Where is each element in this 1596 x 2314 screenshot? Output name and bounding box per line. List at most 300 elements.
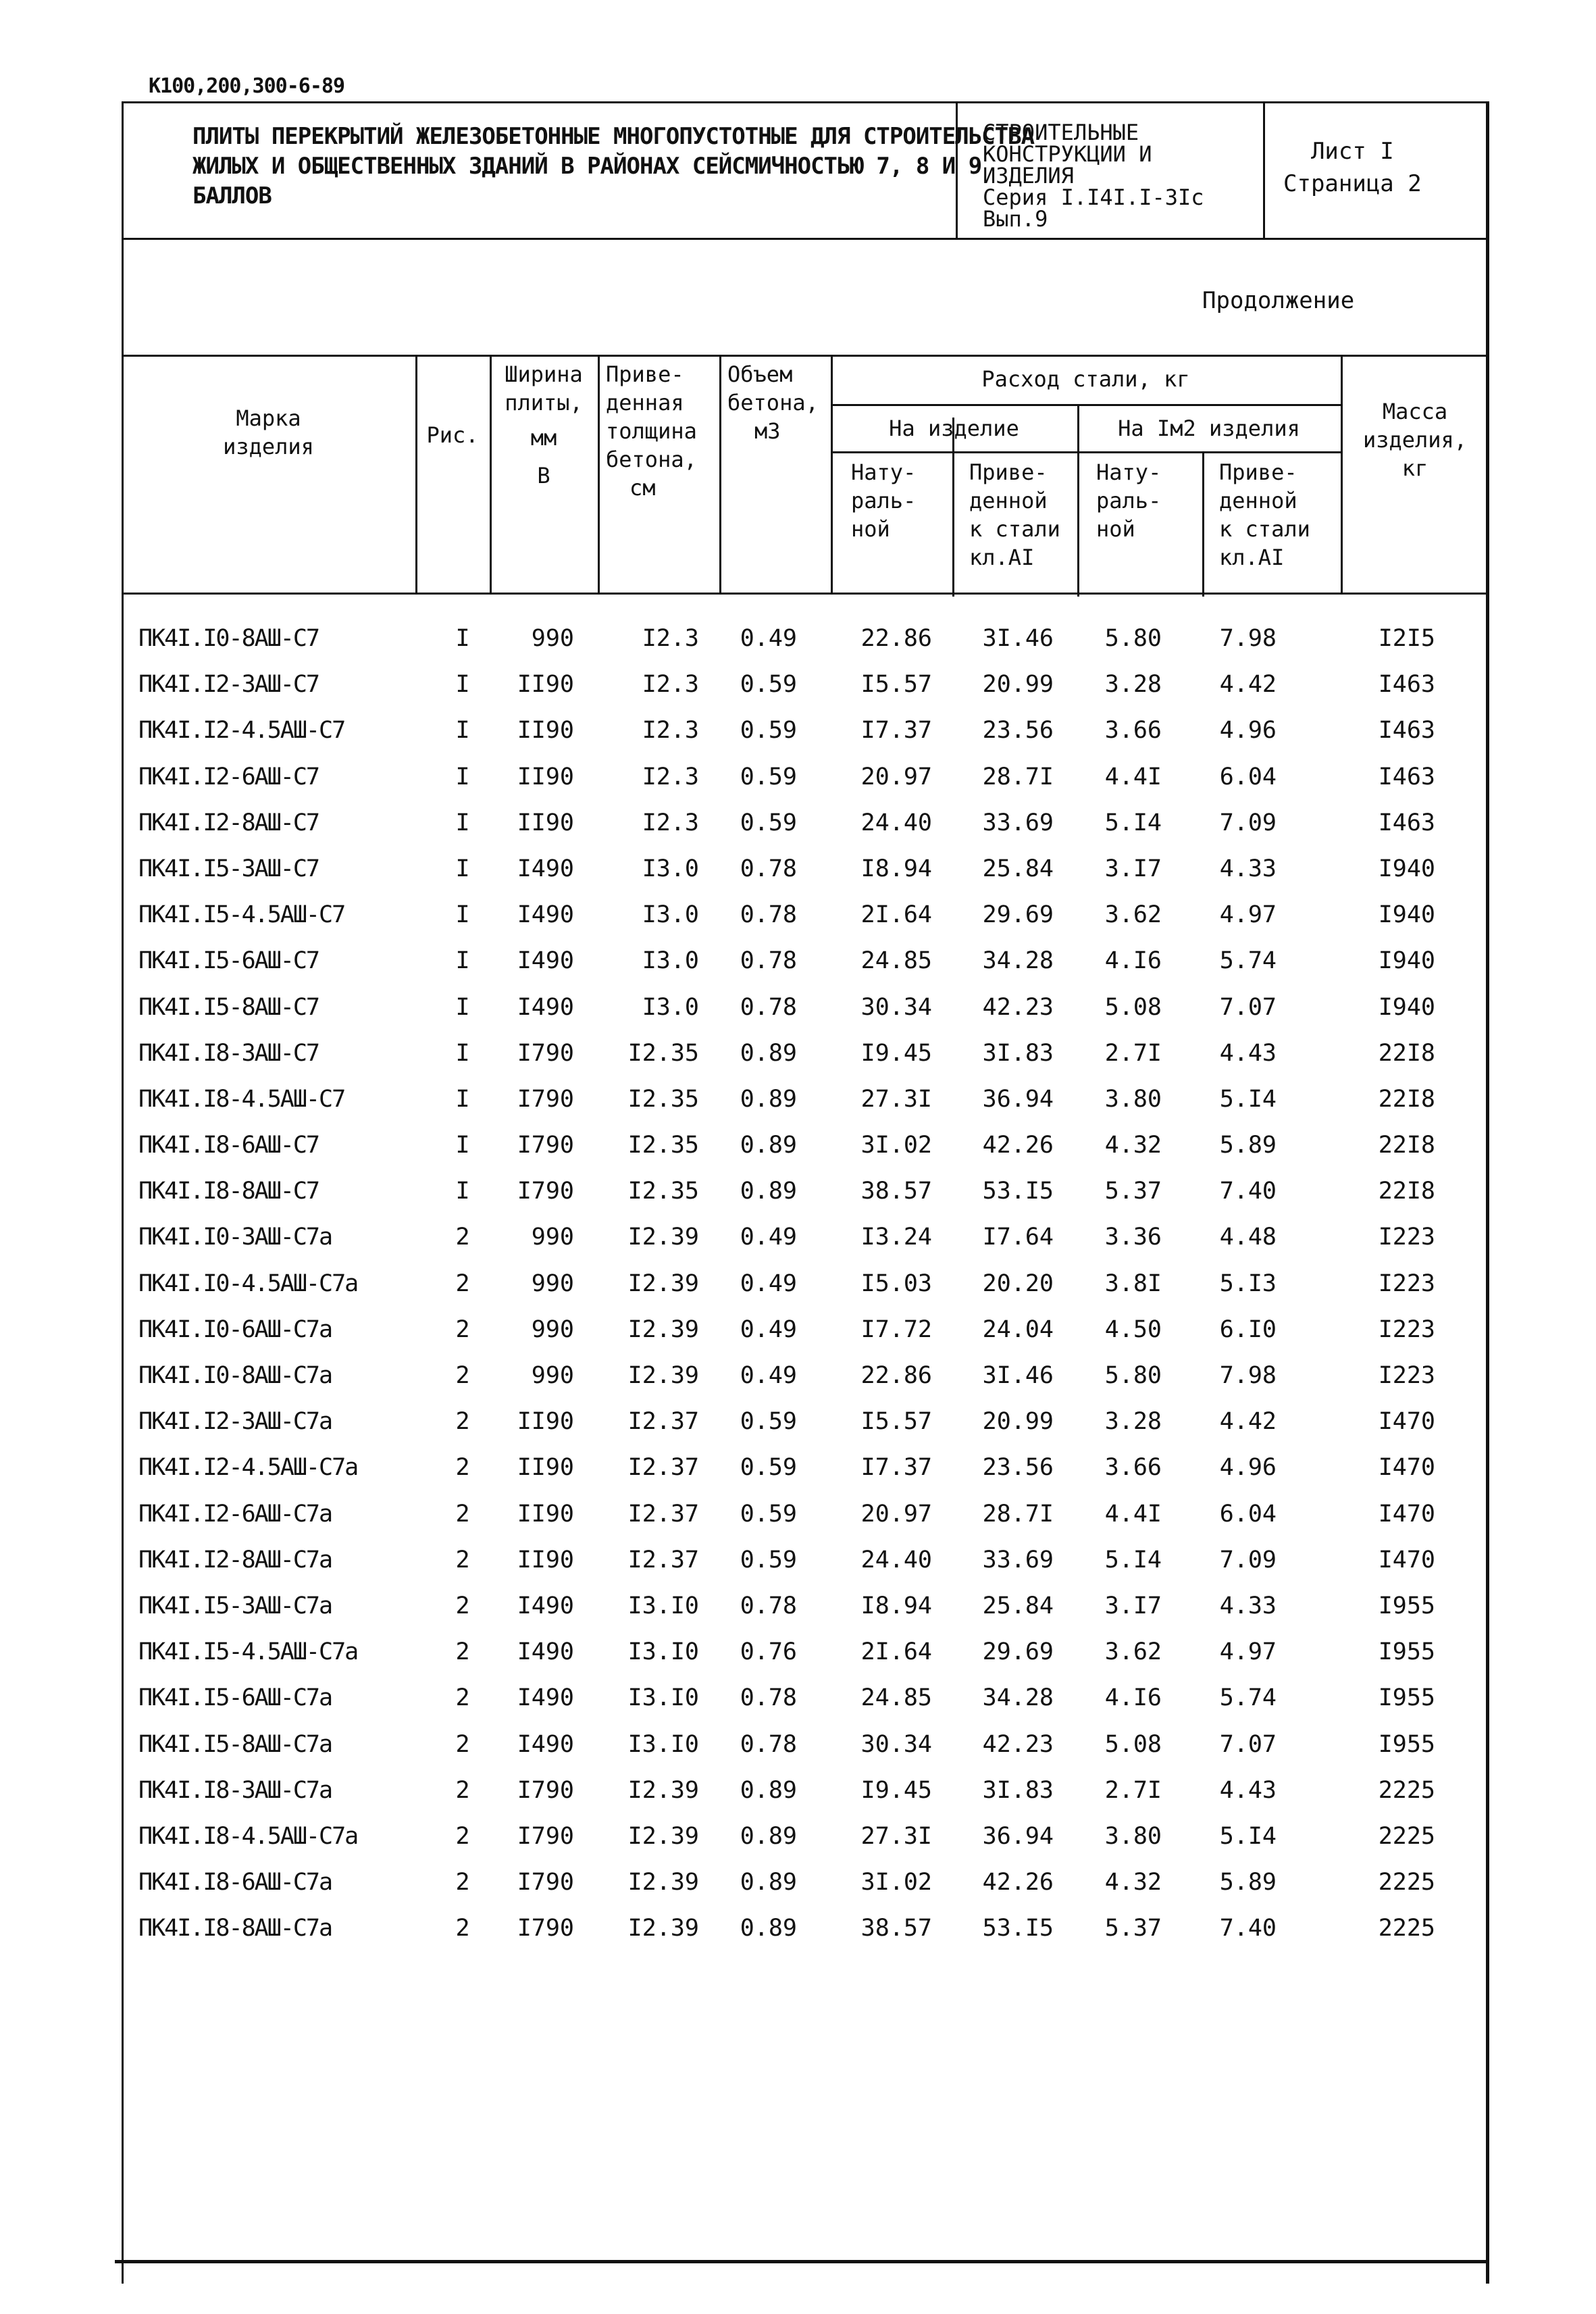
steel-m2-reduced: 4.96 — [1219, 717, 1277, 745]
table-row — [122, 1501, 1489, 1546]
table-row — [122, 763, 1489, 809]
product-mark: ПК4I.I2-4.5АШ-С7 — [138, 717, 345, 745]
table-row — [122, 901, 1489, 947]
concrete-volume: 0.89 — [740, 1132, 797, 1159]
steel-item-reduced: 53.I5 — [982, 1178, 1054, 1205]
figure-number: I — [455, 1178, 470, 1205]
table-row — [122, 625, 1489, 671]
steel-item-natural: 38.57 — [860, 1178, 932, 1205]
concrete-volume: 0.78 — [740, 947, 797, 975]
steel-m2-natural: 2.7I — [1104, 1039, 1162, 1067]
steel-m2-natural: 5.I4 — [1104, 1546, 1162, 1574]
plate-width: II90 — [517, 763, 574, 790]
plate-width: I790 — [517, 1132, 574, 1159]
steel-m2-natural: 3.80 — [1104, 1822, 1162, 1850]
plate-width: 990 — [531, 625, 574, 652]
plate-width: I490 — [517, 1592, 574, 1619]
steel-m2-reduced: 5.74 — [1219, 1684, 1277, 1712]
table-row — [122, 809, 1489, 855]
steel-item-reduced: 33.69 — [982, 1546, 1054, 1574]
figure-number: 2 — [455, 1362, 470, 1389]
figure-number: 2 — [455, 1546, 470, 1574]
reduced-thickness: I2.3 — [642, 625, 699, 652]
product-mark: ПК4I.I8-8АШ-С7а — [138, 1915, 332, 1942]
steel-item-natural: 3I.02 — [860, 1132, 932, 1159]
table-row — [122, 1777, 1489, 1823]
plate-width: I790 — [517, 1869, 574, 1896]
concrete-volume: 0.89 — [740, 1915, 797, 1942]
bottom-border — [115, 2260, 1489, 2263]
product-mass: I223 — [1378, 1224, 1435, 1251]
figure-number: I — [455, 855, 470, 882]
table-row — [122, 1178, 1489, 1224]
table-row — [122, 1915, 1489, 1961]
issue-number: Вып.9 — [983, 206, 1048, 232]
steel-m2-natural: 5.08 — [1104, 993, 1162, 1021]
steel-m2-reduced: 4.97 — [1219, 901, 1277, 929]
table-row — [122, 1546, 1489, 1592]
plate-width: I790 — [517, 1085, 574, 1113]
plate-width: I490 — [517, 1638, 574, 1666]
steel-item-reduced: 36.94 — [982, 1085, 1054, 1113]
steel-item-reduced: 20.20 — [982, 1269, 1054, 1297]
steel-item-reduced: 20.99 — [982, 671, 1054, 699]
product-mark: ПК4I.I5-3АШ-С7а — [138, 1592, 332, 1619]
header-divider — [415, 357, 417, 593]
steel-m2-reduced: 7.07 — [1219, 993, 1277, 1021]
reduced-thickness: I2.35 — [627, 1039, 699, 1067]
plate-width: I790 — [517, 1039, 574, 1067]
header-mass: Масса изделия, кг — [1362, 399, 1468, 481]
figure-number: I — [455, 1085, 470, 1113]
product-mass: I463 — [1378, 671, 1435, 699]
product-mark: ПК4I.I8-8АШ-С7 — [138, 1178, 319, 1205]
concrete-volume: 0.59 — [740, 763, 797, 790]
reduced-thickness: I3.I0 — [627, 1730, 699, 1758]
plate-width: II90 — [517, 1546, 574, 1574]
steel-m2-reduced: 5.I3 — [1219, 1269, 1277, 1297]
steel-m2-natural: 2.7I — [1104, 1776, 1162, 1804]
steel-m2-reduced: 5.74 — [1219, 947, 1277, 975]
table-row — [122, 1592, 1489, 1638]
steel-m2-reduced: 6.I0 — [1219, 1315, 1277, 1343]
reduced-thickness: I2.37 — [627, 1546, 699, 1574]
product-mark: ПК4I.I5-6АШ-С7а — [138, 1684, 332, 1712]
steel-item-natural: 24.85 — [860, 947, 932, 975]
reduced-thickness: I2.39 — [627, 1869, 699, 1896]
figure-number: 2 — [455, 1638, 470, 1666]
header-rule — [831, 404, 1341, 406]
series-info — [983, 122, 1266, 230]
product-mark: ПК4I.I0-4.5АШ-С7а — [138, 1269, 358, 1297]
product-mark: ПК4I.I5-8АШ-С7а — [138, 1730, 332, 1758]
steel-m2-reduced: 7.98 — [1219, 1362, 1277, 1389]
header-natural-m2: Нату- раль- ной — [1096, 459, 1162, 542]
table-row — [122, 947, 1489, 993]
plate-width: II90 — [517, 1408, 574, 1436]
header-volume: Объем бетона, м3 — [727, 361, 819, 444]
steel-m2-reduced: 4.43 — [1219, 1776, 1277, 1804]
plate-width: I790 — [517, 1178, 574, 1205]
product-mass: I223 — [1378, 1315, 1435, 1343]
steel-item-natural: 2I.64 — [860, 901, 932, 929]
table-row — [122, 1638, 1489, 1684]
steel-item-natural: 24.85 — [860, 1684, 932, 1712]
steel-item-natural: 24.40 — [860, 809, 932, 836]
concrete-volume: 0.78 — [740, 993, 797, 1021]
product-mass: 22I8 — [1378, 1178, 1435, 1205]
steel-m2-natural: 5.37 — [1104, 1915, 1162, 1942]
steel-item-natural: 20.97 — [860, 1500, 932, 1528]
steel-item-natural: 2I.64 — [860, 1638, 932, 1666]
product-mass: I955 — [1378, 1638, 1435, 1666]
steel-item-natural: I5.57 — [860, 671, 932, 699]
concrete-volume: 0.78 — [740, 855, 797, 882]
steel-item-reduced: 28.7I — [982, 1500, 1054, 1528]
product-mark: ПК4I.I5-4.5АШ-С7 — [138, 901, 345, 929]
product-mass: 2225 — [1378, 1915, 1435, 1942]
steel-m2-natural: 4.4I — [1104, 763, 1162, 790]
plate-width: I490 — [517, 947, 574, 975]
reduced-thickness: I2.39 — [627, 1915, 699, 1942]
steel-m2-natural: 4.32 — [1104, 1132, 1162, 1159]
steel-item-reduced: 3I.46 — [982, 1362, 1054, 1389]
steel-item-natural: 27.3I — [860, 1085, 932, 1113]
plate-width: I490 — [517, 993, 574, 1021]
steel-m2-natural: 4.32 — [1104, 1869, 1162, 1896]
concrete-volume: 0.78 — [740, 1684, 797, 1712]
steel-item-natural: I8.94 — [860, 855, 932, 882]
table-row — [122, 994, 1489, 1040]
steel-m2-reduced: 6.04 — [1219, 763, 1277, 790]
product-mass: I2I5 — [1378, 625, 1435, 652]
product-mass: 22I8 — [1378, 1039, 1435, 1067]
steel-item-natural: 27.3I — [860, 1822, 932, 1850]
concrete-volume: 0.76 — [740, 1638, 797, 1666]
figure-number: 2 — [455, 1500, 470, 1528]
steel-item-natural: I7.37 — [860, 717, 932, 745]
figure-number: 2 — [455, 1776, 470, 1804]
product-mark: ПК4I.I5-8АШ-С7 — [138, 993, 319, 1021]
reduced-thickness: I2.3 — [642, 809, 699, 836]
product-mass: I940 — [1378, 993, 1435, 1021]
product-mark: ПК4I.I5-3АШ-С7 — [138, 855, 319, 882]
steel-item-natural: 20.97 — [860, 763, 932, 790]
figure-number: I — [455, 671, 470, 699]
reduced-thickness: I2.39 — [627, 1224, 699, 1251]
table-row — [122, 717, 1489, 763]
steel-m2-reduced: 5.I4 — [1219, 1822, 1277, 1850]
product-mass: I463 — [1378, 809, 1435, 836]
reduced-thickness: I3.I0 — [627, 1638, 699, 1666]
concrete-volume: 0.59 — [740, 1408, 797, 1436]
steel-m2-reduced: 5.89 — [1219, 1132, 1277, 1159]
concrete-volume: 0.49 — [740, 1224, 797, 1251]
table-row — [122, 1823, 1489, 1869]
figure-number: 2 — [455, 1408, 470, 1436]
steel-m2-natural: 5.08 — [1104, 1730, 1162, 1758]
product-mass: I463 — [1378, 717, 1435, 745]
header-per-m2: На Iм2 изделия — [1118, 416, 1300, 441]
reduced-thickness: I3.I0 — [627, 1684, 699, 1712]
figure-number: I — [455, 809, 470, 836]
product-mark: ПК4I.I2-4.5АШ-С7а — [138, 1454, 358, 1482]
steel-item-natural: 22.86 — [860, 625, 932, 652]
figure-number: I — [455, 993, 470, 1021]
plate-width: I490 — [517, 1684, 574, 1712]
steel-m2-reduced: 7.07 — [1219, 1730, 1277, 1758]
reduced-thickness: I2.3 — [642, 763, 699, 790]
figure-number: 2 — [455, 1730, 470, 1758]
header-natural: Нату- раль- ной — [851, 459, 917, 542]
document-title: ПЛИТЫ ПЕРЕКРЫТИЙ ЖЕЛЕЗОБЕТОННЫЕ МНОГОПУСТОТНЫЕ ДЛЯ СТРОИТЕЛЬСТВА ЖИЛЫХ И ОБЩЕСТВЕННЫХ ЗДАНИЙ В РАЙОНАХ СЕЙСМИЧНОСТЬЮ 7, 8 И 9 БАЛЛОВ — [192, 123, 1035, 209]
concrete-volume: 0.49 — [740, 1315, 797, 1343]
concrete-volume: 0.78 — [740, 1730, 797, 1758]
product-mark: ПК4I.I8-3АШ-С7 — [138, 1039, 319, 1067]
steel-m2-natural: 4.50 — [1104, 1315, 1162, 1343]
table-row — [122, 1270, 1489, 1316]
table-row — [122, 1408, 1489, 1454]
concrete-volume: 0.78 — [740, 901, 797, 929]
product-mark: ПК4I.I8-6АШ-С7 — [138, 1132, 319, 1159]
concrete-volume: 0.49 — [740, 1269, 797, 1297]
steel-m2-natural: 3.62 — [1104, 901, 1162, 929]
steel-item-natural: 22.86 — [860, 1362, 932, 1389]
steel-m2-reduced: 7.09 — [1219, 1546, 1277, 1574]
steel-item-reduced: 33.69 — [982, 809, 1054, 836]
steel-item-reduced: 20.99 — [982, 1408, 1054, 1436]
product-mark: ПК4I.I8-4.5АШ-С7а — [138, 1822, 358, 1850]
product-mass: 22I8 — [1378, 1085, 1435, 1113]
product-mass: I955 — [1378, 1592, 1435, 1619]
product-mark: ПК4I.I8-6АШ-С7а — [138, 1869, 332, 1896]
reduced-thickness: I2.37 — [627, 1454, 699, 1482]
steel-item-reduced: 42.26 — [982, 1869, 1054, 1896]
figure-number: I — [455, 763, 470, 790]
steel-m2-reduced: 5.I4 — [1219, 1085, 1277, 1113]
figure-number: 2 — [455, 1822, 470, 1850]
reduced-thickness: I2.39 — [627, 1822, 699, 1850]
header-steel: Расход стали, кг — [981, 366, 1190, 392]
steel-item-natural: I5.57 — [860, 1408, 932, 1436]
figure-number: I — [455, 625, 470, 652]
reduced-thickness: I2.35 — [627, 1132, 699, 1159]
table-row — [122, 1869, 1489, 1915]
steel-item-reduced: 24.04 — [982, 1315, 1054, 1343]
steel-item-reduced: 42.26 — [982, 1132, 1054, 1159]
reduced-thickness: I2.39 — [627, 1362, 699, 1389]
plate-width: II90 — [517, 1500, 574, 1528]
sheet-info — [1283, 135, 1422, 200]
header-per-item: На изделие — [889, 416, 1019, 441]
document-code: К100,200,300-6-89 — [149, 74, 345, 98]
reduced-thickness: I2.3 — [642, 717, 699, 745]
product-mark: ПК4I.I0-6АШ-С7а — [138, 1315, 332, 1343]
steel-item-reduced: 53.I5 — [982, 1915, 1054, 1942]
series-number: Серия I.I4I.I-3Iс — [983, 184, 1204, 210]
steel-item-natural: I3.24 — [860, 1224, 932, 1251]
plate-width: I490 — [517, 901, 574, 929]
table-row — [122, 1684, 1489, 1730]
header-thickness: Приве- денная толщина бетона, см — [606, 361, 697, 501]
figure-number: 2 — [455, 1315, 470, 1343]
steel-item-reduced: 42.23 — [982, 993, 1054, 1021]
series-line: СТРОИТЕЛЬНЫЕ — [983, 120, 1139, 145]
reduced-thickness: I3.0 — [642, 947, 699, 975]
steel-item-natural: 30.34 — [860, 993, 932, 1021]
table-row — [122, 1362, 1489, 1408]
steel-item-natural: I7.37 — [860, 1454, 932, 1482]
product-mass: 2225 — [1378, 1822, 1435, 1850]
reduced-thickness: I2.39 — [627, 1776, 699, 1804]
steel-m2-natural: 3.62 — [1104, 1638, 1162, 1666]
concrete-volume: 0.89 — [740, 1039, 797, 1067]
plate-width: I790 — [517, 1822, 574, 1850]
table-row — [122, 1731, 1489, 1777]
steel-m2-reduced: 6.04 — [1219, 1500, 1277, 1528]
figure-number: I — [455, 901, 470, 929]
table-body — [122, 625, 1489, 1961]
table-row — [122, 1086, 1489, 1132]
header-width: Ширина плиты, мм В — [505, 361, 583, 488]
plate-width: I490 — [517, 1730, 574, 1758]
figure-number: 2 — [455, 1869, 470, 1896]
plate-width: II90 — [517, 717, 574, 745]
steel-m2-reduced: 7.98 — [1219, 625, 1277, 652]
steel-m2-reduced: 4.48 — [1219, 1224, 1277, 1251]
plate-width: II90 — [517, 1454, 574, 1482]
steel-item-reduced: 23.56 — [982, 1454, 1054, 1482]
product-mark: ПК4I.I2-6АШ-С7а — [138, 1500, 332, 1528]
reduced-thickness: I2.39 — [627, 1269, 699, 1297]
product-mark: ПК4I.I8-3АШ-С7а — [138, 1776, 332, 1804]
reduced-thickness: I3.0 — [642, 901, 699, 929]
steel-m2-natural: 4.I6 — [1104, 947, 1162, 975]
concrete-volume: 0.59 — [740, 1454, 797, 1482]
product-mass: 2225 — [1378, 1776, 1435, 1804]
table-row — [122, 1224, 1489, 1269]
steel-m2-reduced: 4.97 — [1219, 1638, 1277, 1666]
reduced-thickness: I2.35 — [627, 1178, 699, 1205]
figure-number: I — [455, 1132, 470, 1159]
steel-m2-reduced: 4.42 — [1219, 1408, 1277, 1436]
plate-width: I490 — [517, 855, 574, 882]
steel-m2-reduced: 7.09 — [1219, 809, 1277, 836]
sheet-number: Лист I — [1310, 138, 1394, 165]
concrete-volume: 0.59 — [740, 1500, 797, 1528]
table-row — [122, 1040, 1489, 1086]
steel-m2-natural: 5.80 — [1104, 625, 1162, 652]
steel-item-natural: 30.34 — [860, 1730, 932, 1758]
plate-width: II90 — [517, 671, 574, 699]
plate-width: II90 — [517, 809, 574, 836]
steel-item-reduced: 25.84 — [982, 855, 1054, 882]
figure-number: 2 — [455, 1269, 470, 1297]
table-row — [122, 1132, 1489, 1178]
steel-m2-reduced: 4.33 — [1219, 1592, 1277, 1619]
steel-item-reduced: 34.28 — [982, 1684, 1054, 1712]
steel-m2-natural: 5.80 — [1104, 1362, 1162, 1389]
steel-item-reduced: 23.56 — [982, 717, 1054, 745]
page-number: Страница 2 — [1283, 170, 1422, 197]
steel-item-reduced: 34.28 — [982, 947, 1054, 975]
steel-m2-reduced: 7.40 — [1219, 1178, 1277, 1205]
series-line: ИЗДЕЛИЯ — [983, 163, 1074, 188]
steel-item-natural: 38.57 — [860, 1915, 932, 1942]
plate-width: 990 — [531, 1315, 574, 1343]
steel-item-reduced: I7.64 — [982, 1224, 1054, 1251]
table-row — [122, 1316, 1489, 1362]
steel-m2-natural: 3.36 — [1104, 1224, 1162, 1251]
figure-number: 2 — [455, 1684, 470, 1712]
steel-m2-natural: 5.37 — [1104, 1178, 1162, 1205]
header-rule — [831, 451, 1341, 453]
figure-number: I — [455, 717, 470, 745]
product-mark: ПК4I.I2-3АШ-С7а — [138, 1408, 332, 1436]
header-divider — [952, 418, 954, 597]
steel-item-reduced: 25.84 — [982, 1592, 1054, 1619]
concrete-volume: 0.49 — [740, 625, 797, 652]
figure-number: I — [455, 947, 470, 975]
product-mark: ПК4I.I2-3АШ-С7 — [138, 671, 319, 699]
figure-number: 2 — [455, 1224, 470, 1251]
steel-m2-natural: 4.4I — [1104, 1500, 1162, 1528]
table-row — [122, 1454, 1489, 1500]
steel-m2-reduced: 7.40 — [1219, 1915, 1277, 1942]
reduced-thickness: I3.0 — [642, 993, 699, 1021]
product-mass: I470 — [1378, 1546, 1435, 1574]
product-mark: ПК4I.I0-8АШ-С7а — [138, 1362, 332, 1389]
product-mark: ПК4I.I2-8АШ-С7 — [138, 809, 319, 836]
product-mass: I463 — [1378, 763, 1435, 790]
table-row — [122, 855, 1489, 901]
product-mass: I940 — [1378, 947, 1435, 975]
steel-item-reduced: 42.23 — [982, 1730, 1054, 1758]
product-mass: I223 — [1378, 1269, 1435, 1297]
product-mass: I470 — [1378, 1408, 1435, 1436]
header-mark: Марка изделия — [223, 405, 314, 459]
steel-m2-natural: 3.28 — [1104, 671, 1162, 699]
plate-width: 990 — [531, 1269, 574, 1297]
steel-item-natural: 24.40 — [860, 1546, 932, 1574]
product-mark: ПК4I.I0-3АШ-С7а — [138, 1224, 332, 1251]
product-mark: ПК4I.I0-8АШ-С7 — [138, 625, 319, 652]
product-mass: 22I8 — [1378, 1132, 1435, 1159]
steel-item-natural: I9.45 — [860, 1039, 932, 1067]
header-reduced: Приве- денной к стали кл.АI — [969, 459, 1060, 570]
product-mass: I940 — [1378, 855, 1435, 882]
plate-width: 990 — [531, 1224, 574, 1251]
reduced-thickness: I2.39 — [627, 1315, 699, 1343]
plate-width: 990 — [531, 1362, 574, 1389]
product-mass: I955 — [1378, 1730, 1435, 1758]
steel-item-reduced: 3I.46 — [982, 625, 1054, 652]
concrete-volume: 0.59 — [740, 1546, 797, 1574]
product-mass: I470 — [1378, 1454, 1435, 1482]
steel-m2-natural: 3.28 — [1104, 1408, 1162, 1436]
table-header — [122, 355, 1489, 595]
steel-m2-natural: 3.66 — [1104, 1454, 1162, 1482]
series-line: КОНСТРУКЦИИ И — [983, 141, 1152, 167]
reduced-thickness: I2.35 — [627, 1085, 699, 1113]
product-mark: ПК4I.I2-8АШ-С7а — [138, 1546, 332, 1574]
steel-m2-reduced: 4.33 — [1219, 855, 1277, 882]
product-mark: ПК4I.I5-6АШ-С7 — [138, 947, 319, 975]
steel-m2-reduced: 4.42 — [1219, 671, 1277, 699]
steel-item-reduced: 3I.83 — [982, 1776, 1054, 1804]
concrete-volume: 0.89 — [740, 1776, 797, 1804]
header-divider — [1202, 451, 1204, 597]
